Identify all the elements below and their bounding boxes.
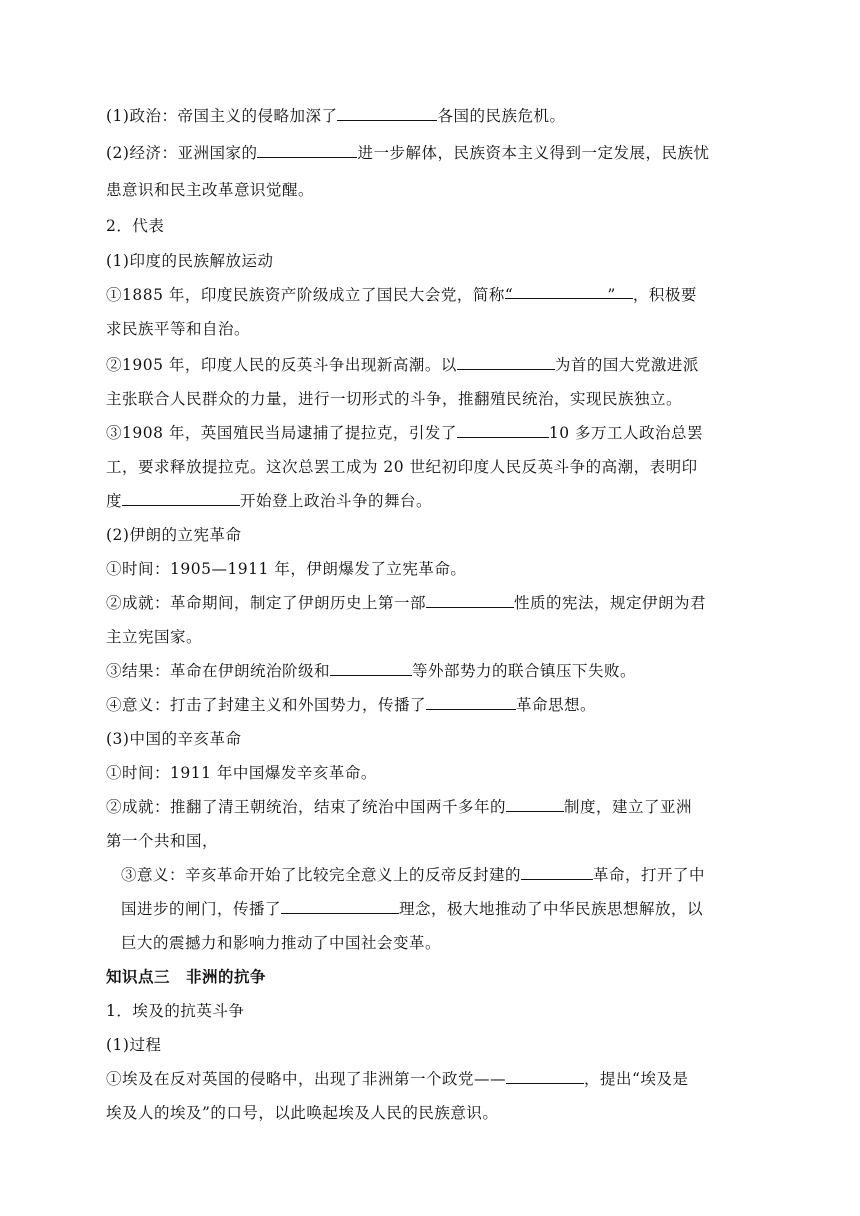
text: 制度，建立了亚洲	[564, 798, 693, 816]
blank-field[interactable]	[330, 661, 412, 676]
subheading-process: (1)过程	[106, 1036, 162, 1054]
blank-field[interactable]	[337, 106, 437, 121]
text: 理念，极大地推动了中华民族思想解放，以	[399, 900, 704, 918]
subheading-india: (1)印度的民族解放运动	[106, 252, 274, 270]
iran-result	[106, 661, 636, 681]
blank-field[interactable]	[257, 143, 357, 158]
knowledge-point-heading: 知识点三 非洲的抗争	[106, 968, 267, 986]
subheading-china: (3)中国的辛亥革命	[106, 730, 242, 748]
china-significance-line-2	[121, 899, 703, 919]
text: (2)经济：亚洲国家的	[106, 144, 258, 162]
text: ③意义：辛亥革命开始了比较完全意义上的反帝反封建的	[121, 866, 522, 884]
india-item-3-line-2: 工，要求释放提拉克。这次总罢工成为 20 世纪初印度人民反英斗争的高潮，表明印	[106, 458, 698, 476]
text: 革命思想。	[516, 696, 597, 714]
quote-mark: ”	[607, 286, 616, 304]
blank-field[interactable]	[521, 865, 593, 880]
quote-mark: “	[504, 286, 514, 304]
text: ②成就：革命期间，制定了伊朗历史上第一部	[106, 594, 427, 612]
india-item-2-line-1	[106, 355, 699, 375]
iran-achievement-line-2: 主立宪国家。	[106, 628, 203, 646]
text: 10 多万工人政治总罢	[548, 424, 704, 442]
text: 为首的国大党激进派	[554, 356, 699, 374]
india-item-1-line-2: 求民族平等和自治。	[106, 320, 251, 338]
text: ，提出“埃及是	[584, 1070, 689, 1088]
text: (1)政治：帝国主义的侵略加深了	[106, 107, 338, 125]
text: 度	[106, 492, 123, 510]
china-significance-line-1	[121, 865, 705, 885]
subheading-iran: (2)伊朗的立宪革命	[106, 526, 242, 544]
china-time: ①时间：1911 年中国爆发辛亥革命。	[106, 764, 377, 782]
text: 等外部势力的联合镇压下失败。	[412, 662, 637, 680]
text: 国进步的闸门，传播了	[121, 900, 282, 918]
economy-line-1	[106, 143, 709, 163]
iran-achievement-line-1	[106, 593, 706, 613]
text: ①埃及在反对英国的侵略中，出现了非洲第一个政党——	[106, 1070, 507, 1088]
blank-field[interactable]	[506, 797, 564, 812]
india-item-3-line-1	[106, 423, 703, 443]
china-achievement-line-2: 第一个共和国，	[106, 832, 219, 850]
text: ③结果：革命在伊朗统治阶级和	[106, 662, 331, 680]
text: 性质的宪法，规定伊朗为君	[514, 594, 707, 612]
blank-field[interactable]	[457, 355, 555, 370]
egypt-item-1-line-2: 埃及人的埃及”的口号，以此唤起埃及人民的民族意识。	[106, 1104, 499, 1122]
text: 各国的民族危机。	[437, 107, 566, 125]
text: ，积极要	[632, 286, 697, 304]
economy-line-2: 患意识和民主改革意识觉醒。	[106, 181, 315, 199]
india-item-3-line-3	[106, 491, 432, 511]
text: ②成就：推翻了清王朝统治，结束了统治中国两千多年的	[106, 798, 507, 816]
india-item-1-line-1	[106, 285, 697, 305]
text: 开始登上政治斗争的舞台。	[240, 492, 433, 510]
text: ④意义：打击了封建主义和外国势力，传播了	[106, 696, 427, 714]
text: ①1885 年，印度民族资产阶级成立了国民大会党，简称	[106, 286, 505, 304]
section-heading: 2．代表	[106, 217, 165, 235]
text: 进一步解体，民族资本主义得到一定发展，民族忧	[357, 144, 710, 162]
text: 革命，打开了中	[593, 866, 706, 884]
iran-time: ①时间：1905—1911 年，伊朗爆发了立宪革命。	[106, 560, 467, 578]
blank-field[interactable]	[506, 1069, 584, 1084]
section-heading-egypt: 1．埃及的抗英斗争	[106, 1002, 245, 1020]
egypt-item-1-line-1	[106, 1069, 688, 1089]
blank-field[interactable]	[122, 491, 240, 506]
india-item-2-line-2: 主张联合人民群众的力量，进行一切形式的斗争，推翻殖民统治，实现民族独立。	[106, 390, 683, 408]
text: ②1905 年，印度人民的反英斗争出现新高潮。以	[106, 356, 457, 374]
blank-field[interactable]	[426, 593, 514, 608]
china-significance-line-3: 巨大的震撼力和影响力推动了中国社会变革。	[121, 934, 442, 952]
text: ③1908 年，英国殖民当局逮捕了提拉克，引发了	[106, 424, 457, 442]
politics-line	[106, 106, 565, 126]
blank-field[interactable]	[426, 695, 516, 710]
blank-field[interactable]	[504, 285, 633, 304]
blank-field[interactable]	[457, 423, 549, 438]
blank-field[interactable]	[281, 899, 399, 914]
china-achievement-line-1	[106, 797, 692, 817]
iran-significance	[106, 695, 596, 715]
